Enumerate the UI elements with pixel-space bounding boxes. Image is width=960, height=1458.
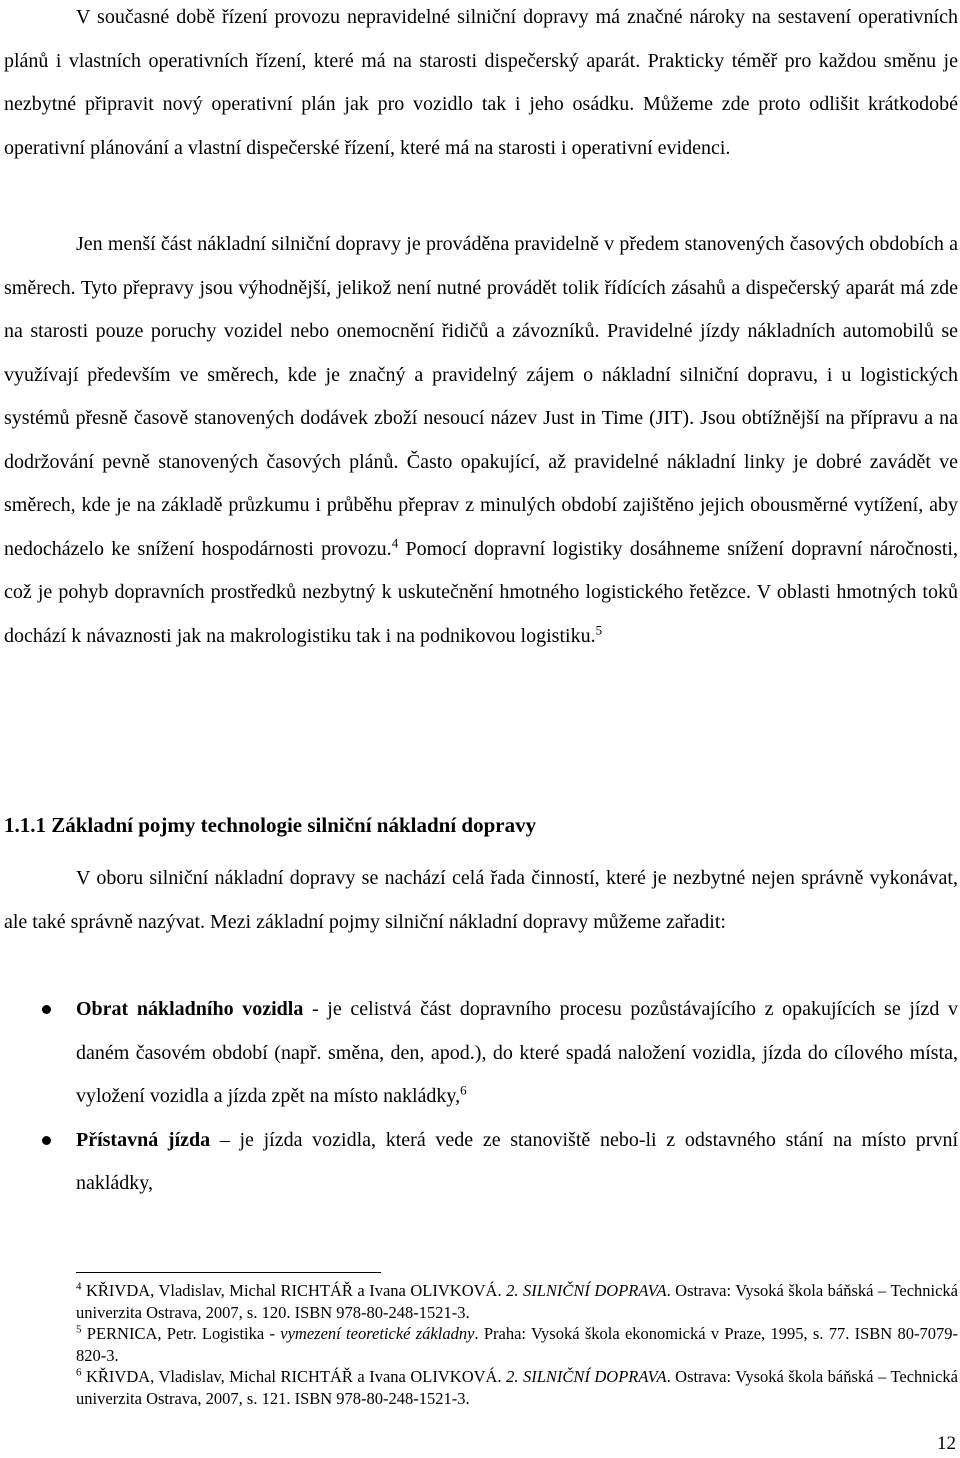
term-name: Přístavná jízda [76,1128,211,1151]
paragraph-text [4,0,958,170]
footnote-4 [76,1280,958,1323]
footnote-details: . Ostrava: Vysoká škola báňská – Technická univerzita Ostrava, 2007, s. 120. ISBN 978-80-248-1521-3. [76,1281,958,1322]
bullet-dot-icon [42,1136,51,1145]
footnote-authors: PERNICA, Petr. Logistika - [86,1324,281,1343]
footnote-ref-6[interactable]: 6 [460,1082,467,1098]
terms-list [0,988,958,1206]
paragraph-text-span: Jen menší část nákladní silniční dopravy je prováděna pravidelně v předem stanovených časových obdobích a směrech. Tyto přepravy jsou výhodnější, jelikož není nutné provádět tolik řídících zásahů a dispečerský aparát má zde na starosti pouze poruchy vozidel nebo onemocnění řidičů a závozníků. Pravidelné jízdy nákladních automobilů se využívají především ve směrech, kde je značný a pravidelný zájem o nákladní silniční dopravu, i u logistických systémů přesně časově stanovených dodávek zboží nesoucí název Just in Time (JIT). Jsou obtížnější na přípravu a na dodržování pevně stanovených časových plánů. Často opakující, až pravidelné nákladní linky je dobré zavádět ve směrech, kde je na základě průzkumu i průběhu přeprav z minulých období zajištěno jejich obousměrné vytížení, aby nedocházelo ke snížení hospodárnosti provozu. [4,233,958,560]
section-heading: 1.1.1 Základní pojmy technologie silniční nákladní dopravy [4,813,537,837]
paragraph-basic-terms [4,857,958,944]
paragraph-regular-transport [4,223,958,658]
term-name: Obrat nákladního vozidla [76,998,304,1020]
footnote-separator [76,1272,381,1273]
term-definition: - je celistvá část dopravního procesu pozůstávajícího z opakujících se jízd v daném časovém období (např. směna, den, apod.), do které spadá naložení vozidla, jízda do cílového místa, vyložení vozidla a jízda zpět na místo nakládky, [76,998,958,1107]
footnote-details: . Ostrava: Vysoká škola báňská – Technická univerzita Ostrava, 2007, s. 121. ISBN 978-80-248-1521-3. [76,1367,958,1408]
term-definition: – je jízda vozidla, která vede ze stanoviště nebo-li z odstavného stání na místo první nakládky, [76,1128,959,1194]
footnote-authors: KŘIVDA, Vladislav, Michal RICHTÁŘ a Ivana OLIVKOVÁ. [86,1367,507,1386]
paragraph-text-span: V současné době řízení provozu nepravidelné silniční dopravy má značné nároky na sestavení operativních plánů i vlastních operativních řízení, které má na starosti dispečerský aparát. Prakticky téměř pro každou směnu je nezbytné připravit nový operativní plán jak pro vozidlo tak i jeho osádku. Můžeme zde proto odlišit krátkodobé operativní plánování a vlastní dispečerské řízení, které má na starosti i operativní evidenci. [4,6,958,159]
paragraph-text [4,223,958,658]
paragraph-text-span: Pomocí dopravní logistiky dosáhneme snížení dopravní náročnosti, což je pohyb dopravních prostředků nezbytný k uskutečnění hmotného logistického řetězce. V oblasti hmotných toků dochází k návaznosti jak na makrologistiku tak i na podnikovou logistiku. [4,537,958,647]
footnote-6 [76,1366,958,1409]
footnote-details: . Praha: Vysoká škola ekonomická v Praze, 1995, s. 77. ISBN 80-7079-820-3. [76,1324,958,1365]
footnote-title: vymezení teoretické základny [280,1324,475,1343]
footnote-number: 5 [76,1323,82,1336]
paragraph-irregular-transport [4,0,958,170]
footnote-ref-4[interactable]: 4 [391,534,399,550]
footnote-5 [76,1323,958,1366]
paragraph-text: V oboru silniční nákladní dopravy se nachází celá řada činností, které je nezbytné nejen správně vykonávat, ale také správně nazývat. Mezi základní pojmy silniční nákladní dopravy můžeme zařadit: [4,867,958,933]
footnote-title: 2. SILNIČNÍ DOPRAVA [506,1367,667,1386]
footnote-authors: KŘIVDA, Vladislav, Michal RICHTÁŘ a Ivana OLIVKOVÁ. [86,1281,507,1300]
footnote-number: 6 [76,1366,82,1379]
footnotes [76,1280,958,1409]
list-item [0,988,958,1119]
footnote-ref-5[interactable]: 5 [595,621,603,637]
bullet-dot-icon [42,1005,51,1014]
list-item [0,1119,958,1206]
footnote-number: 4 [76,1280,82,1293]
footnote-title: 2. SILNIČNÍ DOPRAVA [506,1281,667,1300]
page-number: 12 [937,1433,956,1454]
